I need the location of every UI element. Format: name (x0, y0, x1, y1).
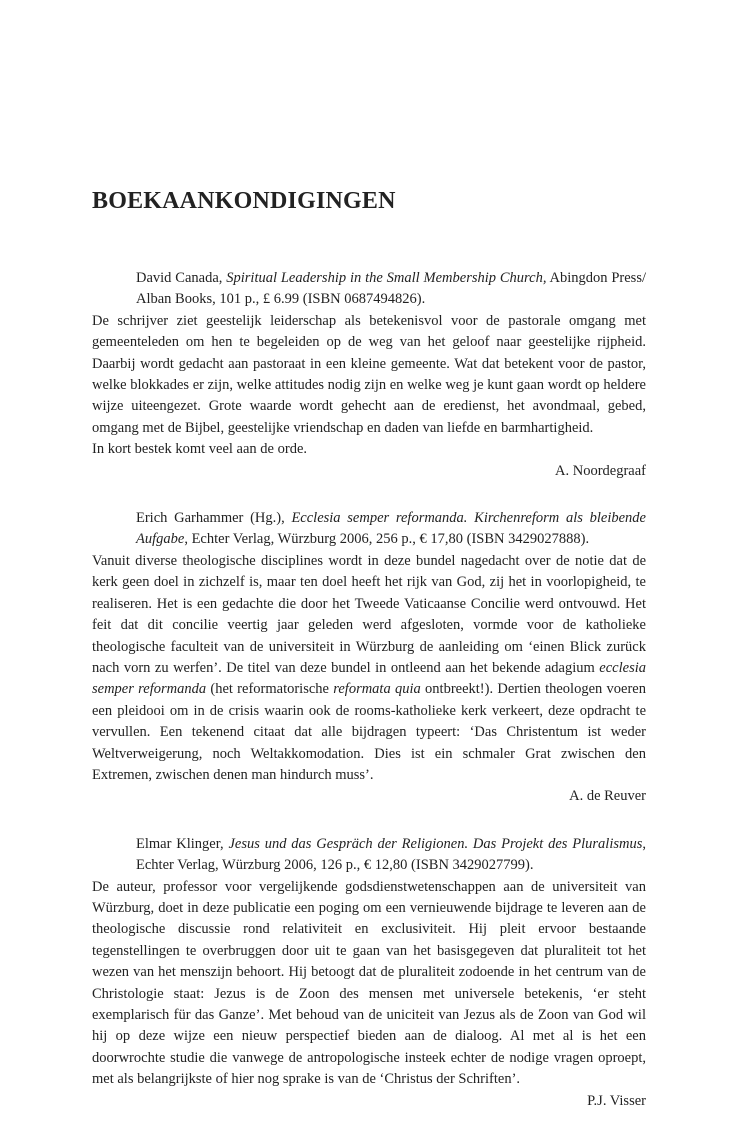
reviews-list (92, 268, 646, 1138)
latin-phrase: reformata quia (333, 681, 421, 698)
review-text-segment: ontbreekt!). Dertien theologen voeren een pleidooi om in de crisis waarin ook de rooms-katholieke kerk verkeert, deze opdracht te vervullen. Een tekenend citaat dat alle bijdragen typeert: ‘Das Christentum ist weder Weltverweigerung, noch Weltakkomodation. Dies ist ein schmaler Grat zwischen den Extremen, zwischen denen man hindurch muss’. (92, 681, 646, 783)
book-citation (92, 834, 646, 877)
review-garhammer (92, 508, 646, 808)
citation-publisher: , Echter Verlag, Würzburg 2006, 126 p., € 12,80 (ISBN 3429027799). (136, 835, 646, 874)
page-title: BOEKAANKONDIGINGEN (92, 188, 396, 214)
latin-adagium: ecclesia semper reformanda (92, 659, 646, 698)
review-paragraph: De schrijver ziet geestelijk leiderschap als betekenisvol voor de pastorale omgang met gemeenteleden om hen te begeleiden op de weg van het geloof naar geestelijke rijpheid. Daarbij wordt gedacht aan pastoraat in een kleine gemeente. Wat dat betekent voor de pastor, welke blokkades er zijn, welke attitudes nodig zijn en welke weg je kunt gaan wordt op heldere wijze uiteengezet. Grote waarde wordt gehecht aan de eredienst, het avondmaal, gebed, omgang met de Bijbel, geestelijke vriendschap en daden van liefde en barmhartigheid. (92, 312, 646, 436)
reviewer-name: A. de Reuver (569, 788, 646, 805)
book-citation (92, 508, 646, 551)
citation-author: Elmar Klinger, (136, 835, 229, 852)
review-klinger (92, 834, 646, 1112)
review-text-segment: (het reformatorische (206, 681, 334, 698)
reviewer-name: A. Noordegraaf (555, 462, 646, 479)
review-canada (92, 268, 646, 482)
review-text (92, 877, 646, 1091)
review-paragraph: In kort bestek komt veel aan de orde. (92, 441, 308, 458)
book-citation (92, 268, 646, 311)
citation-title: Jesus und das Gespräch der Religionen. Das Projekt des Pluralismus (228, 835, 643, 852)
citation-author: Erich Garhammer (Hg.), (136, 510, 292, 527)
review-text (92, 551, 646, 786)
review-text-segment: Vanuit diverse theologische disciplines wordt in deze bundel nagedacht over de notie dat de kerk geen doel in zichzelf is, maar ten doel heeft het rijk van God, zij het in voorlopigheid, te realiseren. Het is een gedachte die door het Tweede Vaticaanse Concilie werd ontvouwd. Het feit dat dit concilie veertig jaar geleden werd afgesloten, vormde voor de katholieke theologische faculteit van de universiteit in Würzburg de aanleiding om ‘einen Blick zurück nach vorn zu werfen’. De titel van deze bundel in ontleend aan het bekende adagium (92, 552, 646, 676)
citation-title: Ecclesia semper reformanda. Kirchenreform als bleibende Aufgabe (136, 510, 646, 548)
citation-author: David Canada, (136, 270, 227, 286)
review-paragraph: De auteur, professor voor vergelijkende godsdienstwetenschappen aan de universiteit van Würzburg, doet in deze publicatie een poging om een vernieuwende bijdrage te leveren aan de theologische discussie rond relativiteit en exclusiviteit. Hij pleit ervoor bestaande tegenstellingen te overbruggen door uit te gaan van het basisgegeven dat pluraliteit tot het wezen van het menszijn behoort. Hij betoogt dat de pluraliteit zodoende in het centrum van de Christologie staat: Jezus is de Zoon des mensen met universele betekenis, ‘er steht exemplarisch für das Ganze’. Met behoud van de uniciteit van Jezus als de Zoon van God wil hij op deze wijze een nieuw perspectief bieden aan de dialoog. Al met al is het een doorwrochte studie die vanwege de antropologische insteek echter de nodige vragen oproept, met als belangrijkste of hier nog sprake is van de ‘Christus der Schriften’. (92, 878, 646, 1088)
reviewer-name: P.J. Visser (587, 1092, 646, 1109)
citation-title: Spiritual Leadership in the Small Membership Church, (226, 270, 547, 286)
review-paragraph (92, 551, 646, 786)
citation-publisher: , Echter Verlag, Würzburg 2006, 256 p., € 17,80 (ISBN 3429027888). (184, 531, 590, 548)
citation-publisher: Abingdon Press/ Alban Books, 101 p., £ 6.99 (ISBN 0687494826). (136, 270, 646, 308)
review-text (92, 311, 646, 461)
